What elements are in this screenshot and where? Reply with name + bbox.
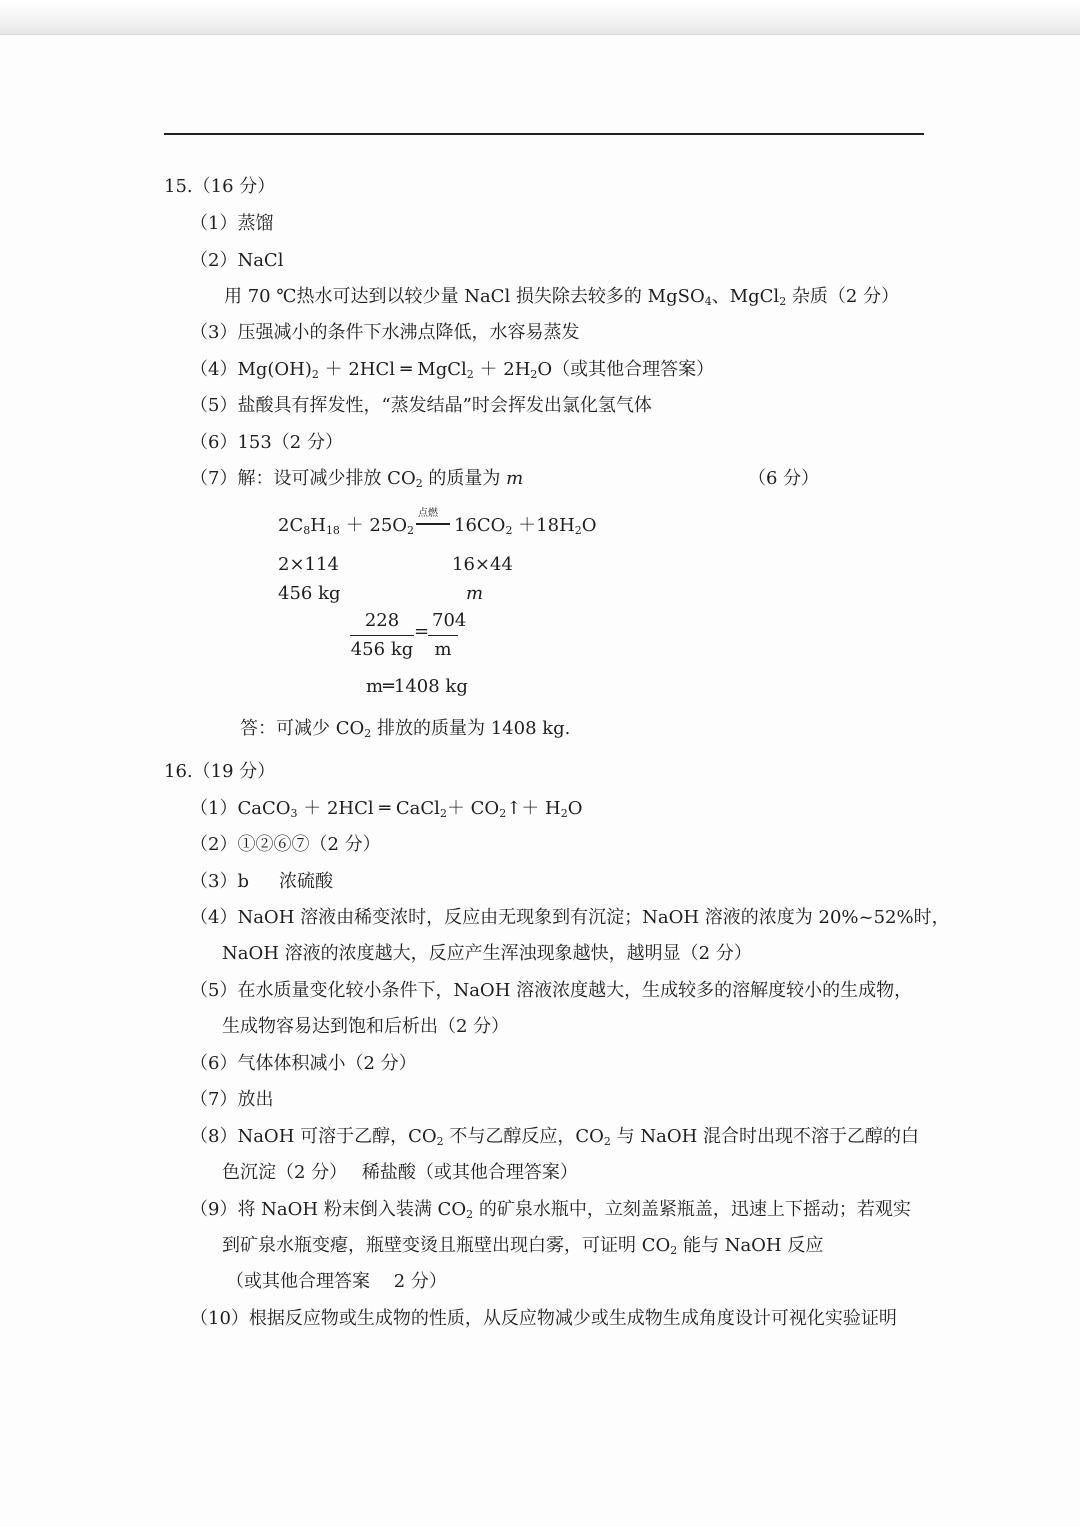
q15-part2: （2）NaCl <box>190 250 284 271</box>
q16-part1: （1）CaCO$_3$ ＋ 2HCl ═ CaCl$_2$＋ $CO_2↑+ H_2O$ <box>190 798 583 820</box>
q16-part3: （3）b 浓硫酸 <box>190 871 333 892</box>
reaction-equation-right: $16CO_2 +18H_2O$ <box>454 515 597 537</box>
fraction-right-numerator: 704 <box>428 609 458 636</box>
reaction-arrow <box>416 523 450 525</box>
q15-header: 15.（16 分） <box>164 176 276 197</box>
fraction-equals: = <box>414 621 430 642</box>
q16-part5-line2: 生成物容易达到饱和后析出（2 分） <box>222 1016 510 1037</box>
fraction-right <box>428 609 467 662</box>
ratio-right: 16×44 <box>452 554 513 575</box>
q16-part5-line1: （5）在水质量变化较小条件下，NaOH 溶液浓度越大，生成较多的溶解度较小的生成物， <box>190 980 913 1001</box>
q15-result: m═1408 kg <box>366 676 468 697</box>
q16-part4-line1: （4）NaOH 溶液由稀变浓时，反应由无现象到有沉淀；NaOH 溶液的浓度为 20%~52%时， <box>190 907 950 928</box>
q16-part10: （10）根据反应物或生成物的性质，从反应物减少或生成物生成角度设计可视化实验证明 <box>190 1308 897 1329</box>
ratio-left: 2×114 <box>278 554 339 575</box>
q16-part6: （6）气体体积减小（2 分） <box>190 1053 417 1074</box>
fraction-right-denominator: m <box>434 639 452 660</box>
q16-part7: （7）放出 <box>190 1089 274 1110</box>
q15-part4: $(4)Mg(OH)_2 + 2HCl$ ═ MgCl$_2$ ＋ $2H_2O$（或其他合理答案） <box>190 359 715 381</box>
q15-part7-score: （6 分） <box>748 468 820 489</box>
mass-right: m <box>466 583 484 604</box>
fraction-left-denominator: 456 kg <box>350 639 414 660</box>
q15-part2-detail: 用 70 ℃热水可达到以较少量 NaCl 损失除去较多的 MgSO$_4$、MgCl$_2$ 杂质（2 分） <box>224 286 900 308</box>
q15-part1: （1）蒸馏 <box>190 213 274 234</box>
q15-part6: （6）153（2 分） <box>190 432 343 453</box>
q15-part7: （7）解：设可减少排放 $CO_2$ 的质量为 m <box>190 468 524 490</box>
q16-part9-line1: （9）将 NaOH 粉末倒入装满 $CO_2$ 的矿泉水瓶中，立刻盖紧瓶盖，迅速上下摇动；若观实 <box>190 1199 911 1221</box>
reaction-condition: 点燃 <box>418 508 438 519</box>
q16-part4-line2: NaOH 溶液的浓度越大，反应产生浑浊现象越快，越明显（2 分） <box>222 943 752 964</box>
q16-header: 16.（19 分） <box>164 761 276 782</box>
q15-part3: （3）压强减小的条件下水沸点降低，水容易蒸发 <box>190 322 580 343</box>
q16-part8-line1: （8）NaOH 可溶于乙醇，$CO_2$ 不与乙醇反应，$CO_2$ 与 NaOH 混合时出现不溶于乙醇的白 <box>190 1126 920 1148</box>
q16-part9-line2: 到矿泉水瓶变瘪，瓶壁变烫且瓶壁出现白雾，可证明 $CO_2$ 能与 NaOH 反应 <box>222 1235 824 1257</box>
header-rule <box>164 133 924 135</box>
page-top-edge <box>0 0 1080 35</box>
q16-part9-line3: （或其他合理答案 2 分） <box>226 1271 447 1292</box>
q15-part5: （5）盐酸具有挥发性，“蒸发结晶”时会挥发出氯化氢气体 <box>190 395 652 416</box>
q16-part8-line2: 色沉淀（2 分） 稀盐酸（或其他合理答案） <box>222 1162 578 1183</box>
fraction-left-numerator: 228 <box>350 609 414 636</box>
q16-part2: （2）①②⑥⑦（2 分） <box>190 834 381 855</box>
mass-left: 456 kg <box>278 583 341 604</box>
fraction-left <box>350 609 414 662</box>
q15-answer: 答：可减少 $CO_2$ 排放的质量为 1408 kg. <box>240 718 571 740</box>
reaction-equation-left: $2C_8H_{18} + 25O_2$ <box>278 515 415 537</box>
document-page <box>0 35 1080 1527</box>
